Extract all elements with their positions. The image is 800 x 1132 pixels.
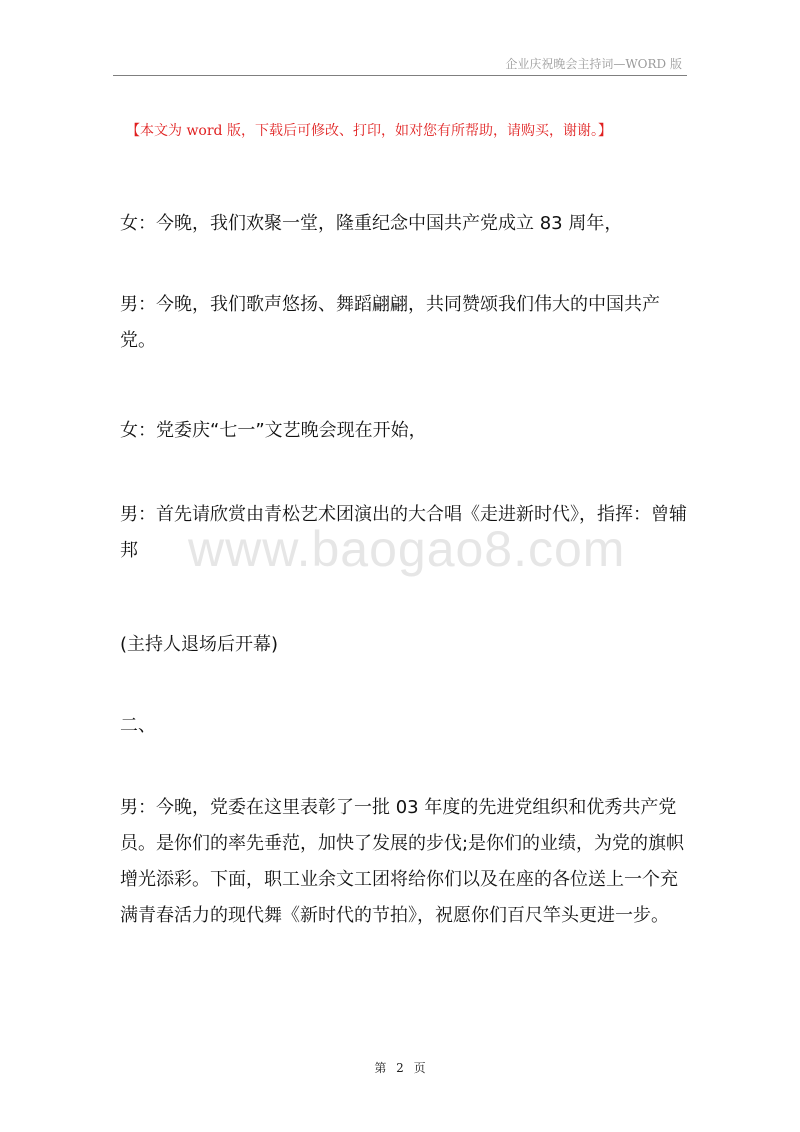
footer-suffix: 页 xyxy=(413,1061,426,1075)
header-divider xyxy=(113,75,687,76)
page-footer xyxy=(0,1059,800,1076)
paragraph-3: 女：党委庆“七一”文艺晚会现在开始， xyxy=(120,420,427,441)
paragraph-6: 男：今晚，党委在这里表彰了一批 03 年度的先进党组织和优秀共产党员。是你们的率先垂范，加快了发展的步伐;是你们的业绩，为党的旗帜增光添彩。下面，职工业余文工团将给你们以及在座的各位送上一个充满青春活力的现代舞《新时代的节拍》，祝愿你们百尺竿头更进一步。 xyxy=(120,797,685,926)
paragraph-1: 女：今晚，我们欢聚一堂，隆重纪念中国共产党成立 83 周年， xyxy=(120,213,623,234)
paragraph-5: (主持人退场后开幕) xyxy=(120,634,279,655)
header-title: 企业庆祝晚会主持词—WORD 版 xyxy=(505,57,682,71)
purchase-notice: 【本文为 word 版，下载后可修改、打印，如对您有所帮助，请购买，谢谢。】 xyxy=(126,123,612,139)
paragraph-2: 男：今晚，我们歌声悠扬、舞蹈翩翩，共同赞颂我们伟大的中国共产党。 xyxy=(120,294,660,351)
watermark: www.baogao8.com xyxy=(188,521,626,577)
paragraph-4: 男：首先请欣赏由青松艺术团演出的大合唱《走进新时代》，指挥：曾辅邦 xyxy=(120,504,687,561)
page-number: 2 xyxy=(396,1061,404,1075)
section-heading: 二、 xyxy=(120,715,156,736)
footer-prefix: 第 xyxy=(374,1061,387,1075)
